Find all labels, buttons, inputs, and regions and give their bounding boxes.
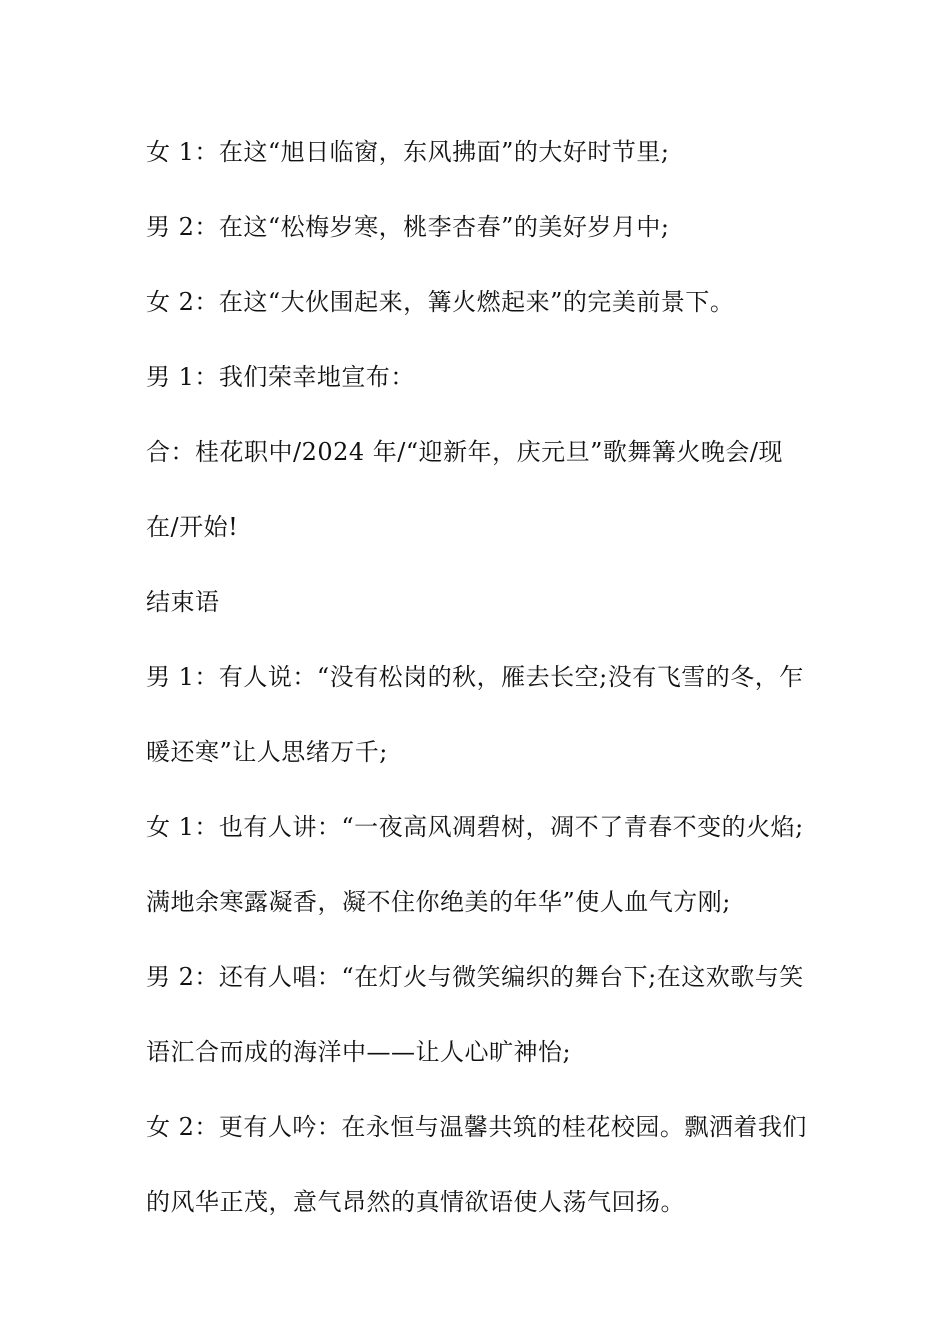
text-line: 男 2：还有人唱：“在灯火与微笑编织的舞台下;在这欢歌与笑 [146, 963, 804, 991]
text-line: 女 2：更有人吟：在永恒与温馨共筑的桂花校园。飘洒着我们 [146, 1113, 807, 1141]
text-line: 女 1：也有人讲：“一夜高风凋碧树，凋不了青春不变的火焰; [146, 813, 804, 841]
text-line: 语汇合而成的海洋中——让人心旷神怡; [146, 1038, 572, 1066]
text-line: 的风华正茂，意气昂然的真情欲语使人荡气回扬。 [146, 1188, 685, 1216]
document-body [146, 128, 814, 1253]
text-line: 暖还寒”让人思绪万千; [146, 738, 388, 766]
section-heading: 结束语 [146, 588, 220, 616]
text-line: 合：桂花职中/2024 年/“迎新年，庆元旦”歌舞篝火晚会/现 [146, 438, 784, 466]
text-line: 男 1：有人说：“没有松岗的秋，雁去长空;没有飞雪的冬，乍 [146, 663, 804, 691]
text-line: 满地余寒露凝香，凝不住你绝美的年华”使人血气方刚; [146, 888, 731, 916]
text-line: 在/开始! [146, 513, 239, 541]
text-line: 男 1：我们荣幸地宣布： [146, 363, 415, 391]
text-line: 女 1：在这“旭日临窗，东风拂面”的大好时节里; [146, 138, 670, 166]
text-line: 女 2：在这“大伙围起来，篝火燃起来”的完美前景下。 [146, 288, 735, 316]
text-line: 男 2：在这“松梅岁寒，桃李杏春”的美好岁月中; [146, 213, 670, 241]
